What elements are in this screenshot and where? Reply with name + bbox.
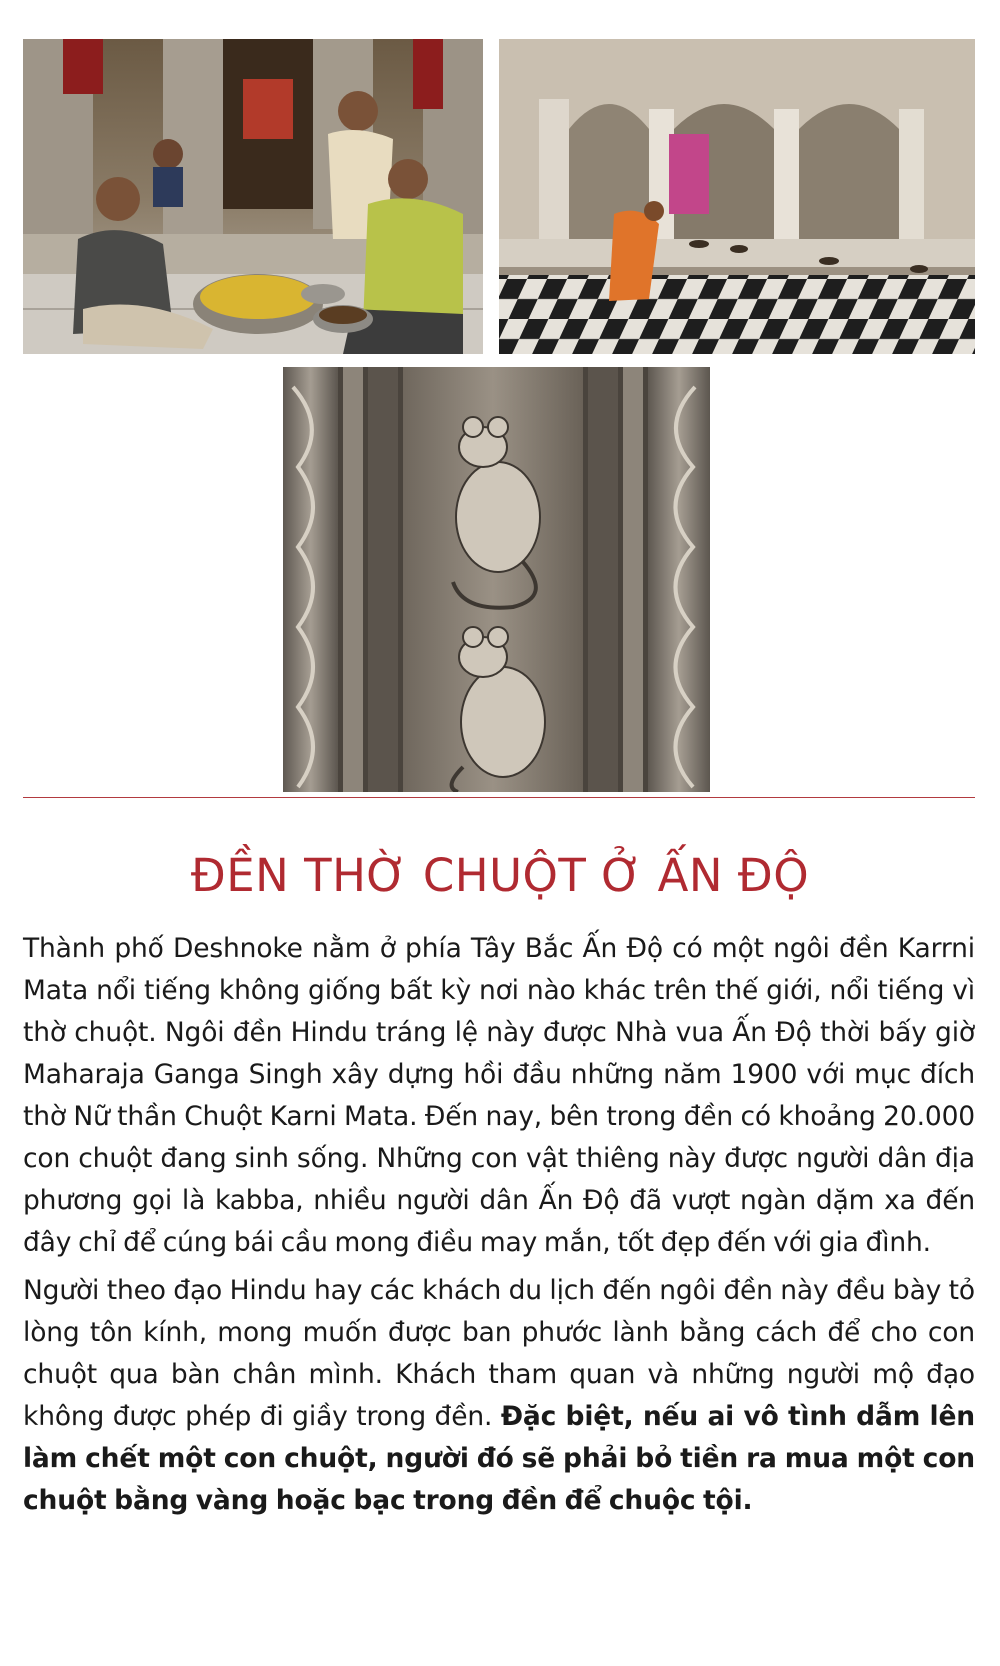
article-paragraph-2-text: Người theo đạo Hindu hay các khách du lịch đến ngôi đền này đều bày tỏ lòng tôn kính, mong muốn được ban phước lành bằng cách để cho con chuột qua bàn chân mình. Khách tham quan và những người mộ đạo không được phép đi giầy trong đền. (23, 1275, 975, 1432)
article-paragraph-2-emphasis: Đặc biệt, nếu ai vô tình dẫm lên làm chết một con chuột, người đó sẽ phải bỏ tiền ra mua một con chuột bằng vàng hoặc bạc trong đền để chuộc tội. (23, 1401, 976, 1516)
article-paragraph-1: Thành phố Deshnoke nằm ở phía Tây Bắc Ấn Độ có một ngôi đền Karrni Mata nổi tiếng không giống bất kỳ nơi nào khác trên thế giới, nổi tiếng vì thờ chuột. Ngôi đền Hindu tráng lệ này được Nhà vua Ấn Độ thời bấy giờ Maharaja Ganga Singh xây dựng hồi đầu những năm 1900 với mục đích thờ Nữ thần Chuột Karni Mata. Đến nay, bên trong đền có khoảng 20.000 con chuột đang sinh sống. Những con vật thiêng này được người dân địa phương gọi là kabba, nhiều người dân Ấn Độ đã vượt ngàn dặm xa đến đây chỉ để cúng bái cầu mong điều may mắn, tốt đẹp đến với gia đình. (23, 933, 975, 1258)
section-divider (23, 797, 975, 798)
article-title: ĐỀN THỜ CHUỘT Ở ẤN ĐỘ (190, 849, 810, 902)
temple-courtyard-checkered-floor-photo (499, 39, 975, 354)
article-paragraph-2 (23, 1270, 975, 1522)
article-body (23, 928, 975, 1528)
temple-men-feeding-rats-photo (23, 39, 483, 354)
silver-door-rat-carvings-photo (283, 367, 710, 792)
